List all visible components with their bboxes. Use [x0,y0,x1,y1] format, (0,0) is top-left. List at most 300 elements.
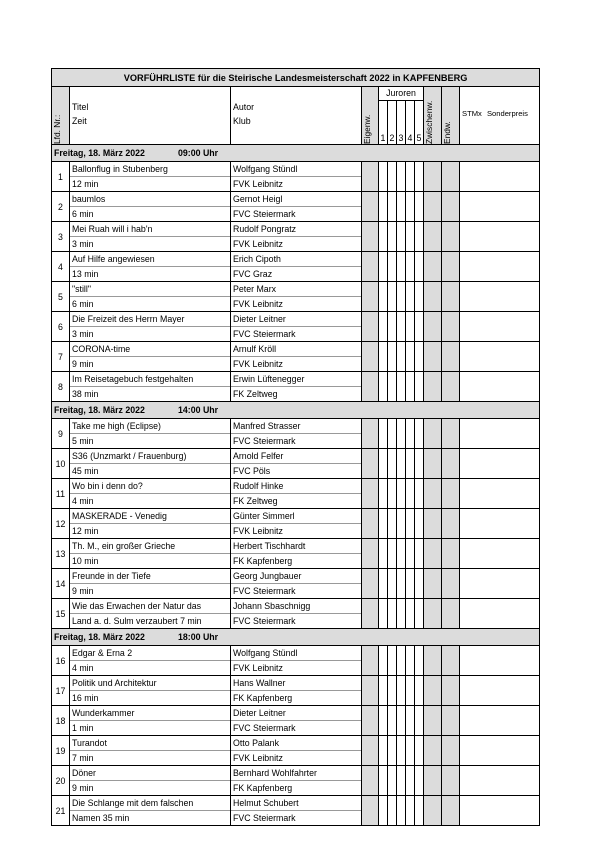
juror-4-score[interactable] [406,372,415,402]
juror-1-score[interactable] [379,599,388,629]
juror-number: 3 [397,101,406,144]
stmx-score[interactable] [460,419,540,449]
juror-1-score[interactable] [379,449,388,479]
entry-number: 4 [52,252,70,282]
entry-duration: 16 min [70,690,230,705]
entry-title: Auf Hilfe angewiesen [72,254,155,264]
juror-2-score[interactable] [388,282,397,312]
session-day: Freitag, 18. März 2022 [54,632,145,642]
entry-author-cell [231,509,362,539]
juror-5-score[interactable] [415,162,424,192]
endw-score[interactable] [442,539,460,569]
endw-score[interactable] [442,282,460,312]
entry-author-cell [231,419,362,449]
entry-author: Arnulf Kröll [233,344,277,354]
entry-number: 16 [52,646,70,676]
juror-3-score[interactable] [397,736,406,766]
juror-1-score[interactable] [379,796,388,826]
entry-title: Döner [72,768,96,778]
endw-score[interactable] [442,796,460,826]
juror-2-score[interactable] [388,736,397,766]
juror-4-score[interactable] [406,736,415,766]
juror-3-score[interactable] [397,646,406,676]
entry-duration: 1 min [70,720,230,735]
eigenw-score[interactable] [362,646,379,676]
juror-2-score[interactable] [388,646,397,676]
endw-score[interactable] [442,646,460,676]
entry-club: FVC Steiermark [231,206,361,221]
eigenw-score[interactable] [362,796,379,826]
eigenw-score[interactable] [362,509,379,539]
juror-3-score[interactable] [397,479,406,509]
entry-club: FVC Graz [231,266,361,281]
juror-2-score[interactable] [388,539,397,569]
juror-3-score[interactable] [397,222,406,252]
session-header-row [52,145,540,162]
juror-5-score[interactable] [415,539,424,569]
juror-2-score[interactable] [388,599,397,629]
entry-row [52,312,540,342]
juror-4-score[interactable] [406,539,415,569]
entry-club: FVK Leibnitz [231,356,361,371]
entry-club: FVK Leibnitz [231,236,361,251]
juror-1-score[interactable] [379,192,388,222]
juror-4-score[interactable] [406,252,415,282]
juror-2-score[interactable] [388,192,397,222]
juror-1-score[interactable] [379,676,388,706]
juror-3-score[interactable] [397,449,406,479]
entry-club: FK Kapfenberg [231,690,361,705]
endw-score[interactable] [442,509,460,539]
juror-4-score[interactable] [406,569,415,599]
entry-title: Freunde in der Tiefe [72,571,151,581]
entry-title: MASKERADE - Venedig [72,511,167,521]
endw-score[interactable] [442,419,460,449]
juror-4-score[interactable] [406,342,415,372]
juror-1-score[interactable] [379,706,388,736]
juror-3-score[interactable] [397,372,406,402]
stmx-score[interactable] [460,252,540,282]
juror-5-score[interactable] [415,342,424,372]
eigenw-score[interactable] [362,372,379,402]
juror-2-score[interactable] [388,569,397,599]
eigenw-score[interactable] [362,599,379,629]
header-endw-cell [442,87,460,145]
zwischenw-score[interactable] [424,706,442,736]
entry-duration: 13 min [70,266,230,281]
zwischenw-score[interactable] [424,252,442,282]
juror-3-score[interactable] [397,252,406,282]
juror-4-score[interactable] [406,766,415,796]
juror-3-score[interactable] [397,796,406,826]
juror-4-score[interactable] [406,282,415,312]
juror-1-score[interactable] [379,646,388,676]
entry-title-cell [70,796,231,826]
entry-author-cell [231,736,362,766]
entry-club: FK Zeltweg [231,493,361,508]
endw-score[interactable] [442,766,460,796]
stmx-score[interactable] [460,479,540,509]
header-klub: Klub [233,116,251,126]
zwischenw-score[interactable] [424,736,442,766]
juror-5-score[interactable] [415,222,424,252]
juror-1-score[interactable] [379,162,388,192]
zwischenw-score[interactable] [424,676,442,706]
juror-2-score[interactable] [388,222,397,252]
page-title: VORFÜHRLISTE für die Steirische Landesmeisterschaft 2022 in KAPFENBERG [52,69,540,87]
entry-club: FVC Steiermark [231,720,361,735]
entry-author-cell [231,646,362,676]
juror-3-score[interactable] [397,192,406,222]
juror-3-score[interactable] [397,509,406,539]
endw-score[interactable] [442,222,460,252]
juror-5-score[interactable] [415,282,424,312]
entry-row [52,479,540,509]
eigenw-score[interactable] [362,342,379,372]
juror-2-score[interactable] [388,342,397,372]
juror-1-score[interactable] [379,479,388,509]
entry-number: 21 [52,796,70,826]
header-autor: Autor [233,102,255,112]
juror-2-score[interactable] [388,162,397,192]
juror-4-score[interactable] [406,599,415,629]
eigenw-score[interactable] [362,252,379,282]
zwischenw-score[interactable] [424,509,442,539]
eigenw-score[interactable] [362,479,379,509]
entry-author: Hans Wallner [233,678,286,688]
juror-1-score[interactable] [379,252,388,282]
juror-5-score[interactable] [415,312,424,342]
juror-5-score[interactable] [415,569,424,599]
juror-5-score[interactable] [415,372,424,402]
juror-number: 4 [406,101,415,144]
header-zwischenw: Zwischenw. [424,100,434,144]
session-header-row [52,629,540,646]
eigenw-score[interactable] [362,282,379,312]
entry-author: Rudolf Hinke [233,481,284,491]
juror-1-score[interactable] [379,282,388,312]
eigenw-score[interactable] [362,312,379,342]
entry-row [52,569,540,599]
entry-club: FK Kapfenberg [231,780,361,795]
endw-score[interactable] [442,569,460,599]
entry-club: FK Kapfenberg [231,553,361,568]
juror-2-score[interactable] [388,796,397,826]
juror-3-score[interactable] [397,539,406,569]
endw-score[interactable] [442,599,460,629]
juror-3-score[interactable] [397,282,406,312]
juror-1-score[interactable] [379,539,388,569]
juror-5-score[interactable] [415,646,424,676]
entry-title-cell [70,569,231,599]
endw-score[interactable] [442,252,460,282]
header-zwischenw-cell [424,87,442,145]
juror-5-score[interactable] [415,192,424,222]
juror-4-score[interactable] [406,419,415,449]
entry-author: Wolfgang Stündl [233,164,298,174]
endw-score[interactable] [442,312,460,342]
entry-row [52,736,540,766]
juror-3-score[interactable] [397,342,406,372]
stmx-score[interactable] [460,766,540,796]
endw-score[interactable] [442,192,460,222]
entry-title-cell [70,222,231,252]
entry-duration: 3 min [70,236,230,251]
juror-5-score[interactable] [415,706,424,736]
eigenw-score[interactable] [362,706,379,736]
eigenw-score[interactable] [362,539,379,569]
juror-5-score[interactable] [415,449,424,479]
juror-3-score[interactable] [397,766,406,796]
juror-2-score[interactable] [388,676,397,706]
juror-1-score[interactable] [379,222,388,252]
juror-3-score[interactable] [397,706,406,736]
juror-5-score[interactable] [415,252,424,282]
zwischenw-score[interactable] [424,569,442,599]
juror-4-score[interactable] [406,706,415,736]
entry-title: Wie das Erwachen der Natur das [72,601,202,611]
entry-author: Rudolf Pongratz [233,224,297,234]
endw-score[interactable] [442,479,460,509]
entry-author-cell [231,312,362,342]
entry-club: FVC Steiermark [231,583,361,598]
entry-title: Ballonflug in Stubenberg [72,164,168,174]
entry-author: Otto Palank [233,738,279,748]
entry-duration: 7 min [70,750,230,765]
juror-1-score[interactable] [379,766,388,796]
vorfuehrliste-table [51,68,540,826]
eigenw-score[interactable] [362,162,379,192]
eigenw-score[interactable] [362,766,379,796]
stmx-score[interactable] [460,706,540,736]
endw-score[interactable] [442,736,460,766]
entry-duration: 9 min [70,780,230,795]
entry-row [52,796,540,826]
juror-5-score[interactable] [415,736,424,766]
juror-5-score[interactable] [415,599,424,629]
juror-4-score[interactable] [406,796,415,826]
juror-2-score[interactable] [388,706,397,736]
entry-author: Bernhard Wohlfahrter [233,768,317,778]
entry-row [52,509,540,539]
juror-4-score[interactable] [406,479,415,509]
juror-5-score[interactable] [415,479,424,509]
entry-row [52,222,540,252]
eigenw-score[interactable] [362,419,379,449]
entry-row [52,192,540,222]
entry-number: 17 [52,676,70,706]
stmx-score[interactable] [460,282,540,312]
zwischenw-score[interactable] [424,162,442,192]
zwischenw-score[interactable] [424,796,442,826]
juror-4-score[interactable] [406,222,415,252]
zwischenw-score[interactable] [424,372,442,402]
entry-number: 12 [52,509,70,539]
entry-title: Wo bin i denn do? [72,481,143,491]
zwischenw-score[interactable] [424,539,442,569]
entry-club: FVK Leibnitz [231,296,361,311]
zwischenw-score[interactable] [424,419,442,449]
juror-4-score[interactable] [406,449,415,479]
zwischenw-score[interactable] [424,192,442,222]
entry-number: 2 [52,192,70,222]
eigenw-score[interactable] [362,569,379,599]
entry-row [52,646,540,676]
entry-number: 3 [52,222,70,252]
endw-score[interactable] [442,449,460,479]
juror-3-score[interactable] [397,599,406,629]
entry-author-cell [231,676,362,706]
stmx-score[interactable] [460,796,540,826]
juror-1-score[interactable] [379,372,388,402]
juror-4-score[interactable] [406,162,415,192]
juror-5-score[interactable] [415,419,424,449]
entry-author-cell [231,449,362,479]
session-time: 09:00 Uhr [178,148,219,158]
juror-2-score[interactable] [388,372,397,402]
juror-4-score[interactable] [406,676,415,706]
entry-title: Turandot [72,738,107,748]
entry-author: Dieter Leitner [233,314,286,324]
juror-4-score[interactable] [406,646,415,676]
entry-duration: 4 min [70,493,230,508]
juror-4-score[interactable] [406,509,415,539]
zwischenw-score[interactable] [424,646,442,676]
header-eigenw: Eigenw. [362,114,372,144]
endw-score[interactable] [442,676,460,706]
juror-5-score[interactable] [415,509,424,539]
entry-author-cell [231,479,362,509]
entry-club: FVC Steiermark [231,433,361,448]
header-author-cell [231,87,362,145]
stmx-score[interactable] [460,192,540,222]
entry-duration: 38 min [70,386,230,401]
entry-row [52,599,540,629]
stmx-score[interactable] [460,539,540,569]
juror-2-score[interactable] [388,766,397,796]
entry-title: Wunderkammer [72,708,135,718]
header-stmx: STMx [462,109,482,118]
endw-score[interactable] [442,372,460,402]
header-nr-cell [52,87,70,145]
stmx-score[interactable] [460,736,540,766]
zwischenw-score[interactable] [424,282,442,312]
entry-author-cell [231,539,362,569]
juror-3-score[interactable] [397,162,406,192]
juror-2-score[interactable] [388,449,397,479]
juror-2-score[interactable] [388,419,397,449]
entry-title-cell [70,766,231,796]
entry-row [52,706,540,736]
endw-score[interactable] [442,342,460,372]
stmx-score[interactable] [460,162,540,192]
stmx-score[interactable] [460,372,540,402]
entry-row [52,372,540,402]
endw-score[interactable] [442,162,460,192]
session-header [52,145,540,162]
stmx-score[interactable] [460,569,540,599]
juror-5-score[interactable] [415,766,424,796]
entry-row [52,282,540,312]
entry-duration: 4 min [70,660,230,675]
juror-1-score[interactable] [379,736,388,766]
entry-number: 6 [52,312,70,342]
juror-3-score[interactable] [397,419,406,449]
entry-title-cell [70,509,231,539]
stmx-score[interactable] [460,312,540,342]
entry-number: 15 [52,599,70,629]
stmx-score[interactable] [460,342,540,372]
eigenw-score[interactable] [362,222,379,252]
entry-number: 18 [52,706,70,736]
juror-1-score[interactable] [379,569,388,599]
juror-2-score[interactable] [388,312,397,342]
zwischenw-score[interactable] [424,599,442,629]
juror-3-score[interactable] [397,569,406,599]
stmx-score[interactable] [460,222,540,252]
eigenw-score[interactable] [362,449,379,479]
entry-duration: 6 min [70,296,230,311]
juror-1-score[interactable] [379,342,388,372]
header-title-cell [70,87,231,145]
header-nr: Lfd. Nr.: [52,114,62,144]
entry-number: 10 [52,449,70,479]
eigenw-score[interactable] [362,736,379,766]
stmx-score[interactable] [460,676,540,706]
entry-title-cell [70,599,231,629]
zwischenw-score[interactable] [424,766,442,796]
zwischenw-score[interactable] [424,449,442,479]
entry-row [52,162,540,192]
juror-1-score[interactable] [379,419,388,449]
juror-3-score[interactable] [397,312,406,342]
stmx-score[interactable] [460,599,540,629]
juror-number: 5 [416,133,422,143]
juror-2-score[interactable] [388,252,397,282]
stmx-score[interactable] [460,449,540,479]
zwischenw-score[interactable] [424,312,442,342]
juror-5-score[interactable] [415,676,424,706]
juror-1-score[interactable] [379,509,388,539]
endw-score[interactable] [442,706,460,736]
zwischenw-score[interactable] [424,479,442,509]
entry-author: Arnold Felfer [233,451,284,461]
session-header [52,402,540,419]
juror-3-score[interactable] [397,676,406,706]
juror-4-score[interactable] [406,192,415,222]
entry-author: Wolfgang Stündl [233,648,298,658]
entry-author: Helmut Schubert [233,798,299,808]
juror-2-score[interactable] [388,479,397,509]
eigenw-score[interactable] [362,676,379,706]
zwischenw-score[interactable] [424,222,442,252]
juror-1-score[interactable] [379,312,388,342]
stmx-score[interactable] [460,646,540,676]
entry-club: FVK Leibnitz [231,660,361,675]
juror-2-score[interactable] [388,509,397,539]
entry-author-cell [231,192,362,222]
stmx-score[interactable] [460,509,540,539]
juror-5-score[interactable] [415,796,424,826]
juror-4-score[interactable] [406,312,415,342]
zwischenw-score[interactable] [424,342,442,372]
entry-author: Erwin Lüftenegger [233,374,305,384]
entry-duration: 12 min [70,176,230,191]
header-juroren-cell [379,87,424,145]
eigenw-score[interactable] [362,192,379,222]
entry-club: FVK Leibnitz [231,750,361,765]
entry-club: FVC Steiermark [231,810,361,825]
